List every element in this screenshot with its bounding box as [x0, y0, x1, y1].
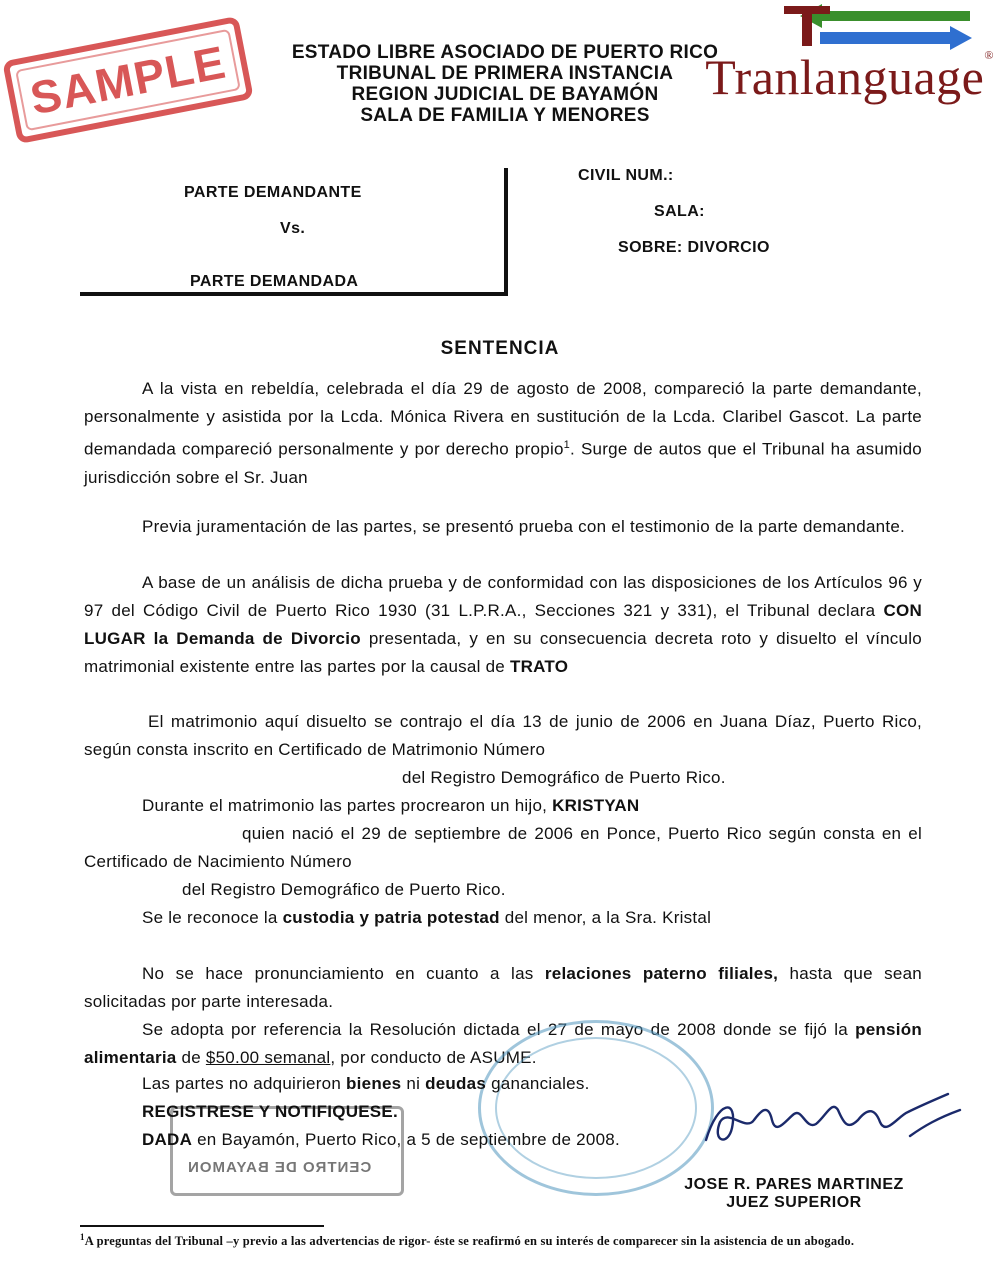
- paragraph-6: Se le reconoce la custodia y patria potestad del menor, a la Sra. Kristal: [142, 908, 712, 927]
- caption-plaintiff: PARTE DEMANDANTE: [184, 184, 362, 201]
- paragraph-9: Las partes no adquirieron bienes ni deudas gananciales.: [142, 1074, 590, 1093]
- caption-civil-num: CIVIL NUM.:: [578, 167, 674, 184]
- header-line-4: SALA DE FAMILIA Y MENORES: [360, 105, 650, 126]
- paragraph-1: A la vista en rebeldía, celebrada el día 29 de agosto de 2008, compareció la parte demandante, personalmente y asistida por la Lcda. Mónica Rivera en sustitución de la Lcda. Claribel Gascot. La parte demandada compareció personalmente y por derecho propio$^1$. Surge de autos que el Tribunal ha asumido jurisdicción sobre el Sr. Juan: [84, 379, 922, 487]
- caption-divider-horizontal: [80, 292, 508, 296]
- judge-name: JOSE R. PARES MARTINEZ: [684, 1176, 904, 1193]
- sample-stamp-label: SAMPLE: [26, 35, 230, 125]
- footnote-number: 1: [80, 1232, 85, 1242]
- footnote: $^1$A preguntas del Tribunal –y previo a las advertencias de rigor- éste se reafirmó en su interés de comparecer sin la asistencia de un abogado.: [80, 1232, 855, 1249]
- caption-divider-vertical: [504, 168, 508, 296]
- judge-title: JUEZ SUPERIOR: [726, 1194, 862, 1211]
- document-title: SENTENCIA: [440, 338, 560, 359]
- header-line-2: TRIBUNAL DE PRIMERA INSTANCIA: [336, 63, 674, 84]
- paragraph-4: El matrimonio aquí disuelto se contrajo el día 13 de junio de 2006 en Juana Díaz, Puerto Rico, según consta inscrito en Certificado de Matrimonio Número: [84, 712, 922, 759]
- caption-sala: SALA:: [654, 203, 705, 220]
- paragraph-8: Se adopta por referencia la Resolución dictada el 27 de mayo de 2008 donde se fijó la pensión alimentaria de $50.00 semanal, por conducto de ASUME.: [84, 1020, 922, 1067]
- caption-versus: Vs.: [280, 220, 306, 237]
- registered-mark: ®: [984, 48, 994, 62]
- caption-sobre: SOBRE: DIVORCIO: [618, 239, 770, 256]
- paragraph-5: Durante el matrimonio las partes procrearon un hijo, KRISTYAN: [142, 796, 640, 815]
- paragraph-10: REGISTRESE Y NOTIFIQUESE.: [142, 1102, 398, 1121]
- header-line-1: ESTADO LIBRE ASOCIADO DE PUERTO RICO: [291, 42, 719, 63]
- footnote-divider: [80, 1225, 324, 1227]
- logo-text: Tranlanguage: [705, 49, 985, 105]
- footnote-mark: 1: [563, 439, 571, 451]
- paragraph-2: Previa juramentación de las partes, se presentó prueba con el testimonio de la parte demandante.: [142, 517, 906, 536]
- header-line-3: REGION JUDICIAL DE BAYAMÓN: [351, 84, 659, 105]
- paragraph-7: No se hace pronunciamiento en cuanto a las relaciones paterno filiales, hasta que sean solicitadas por parte interesada.: [84, 964, 923, 1011]
- received-stamp-text: CENTRO DE BAYAMON: [187, 1159, 372, 1176]
- signature-icon: [698, 1080, 968, 1172]
- paragraph-5-birth: quien nació el 29 de septiembre de 2006 en Ponce, Puerto Rico según consta en el Certificado de Nacimiento Número: [84, 824, 922, 871]
- paragraph-5-registry: del Registro Demográfico de Puerto Rico.: [182, 880, 506, 899]
- caption-defendant: PARTE DEMANDADA: [190, 273, 359, 290]
- paragraph-4-registry: del Registro Demográfico de Puerto Rico.: [402, 768, 726, 787]
- paragraph-3: A base de un análisis de dicha prueba y de conformidad con las disposiciones de los Artículos 96 y 97 del Código Civil de Puerto Rico 1930 (31 L.P.R.A., Secciones 321 y 331), el Tribunal declara CON LUGAR la Demanda de Divorcio presentada, y en su consecuencia decreta roto y disuelto el vínculo matrimonial existente entre las partes por la causal de TRATO: [84, 573, 922, 676]
- paragraph-11: DADA en Bayamón, Puerto Rico, a 5 de septiembre de 2008.: [142, 1130, 620, 1149]
